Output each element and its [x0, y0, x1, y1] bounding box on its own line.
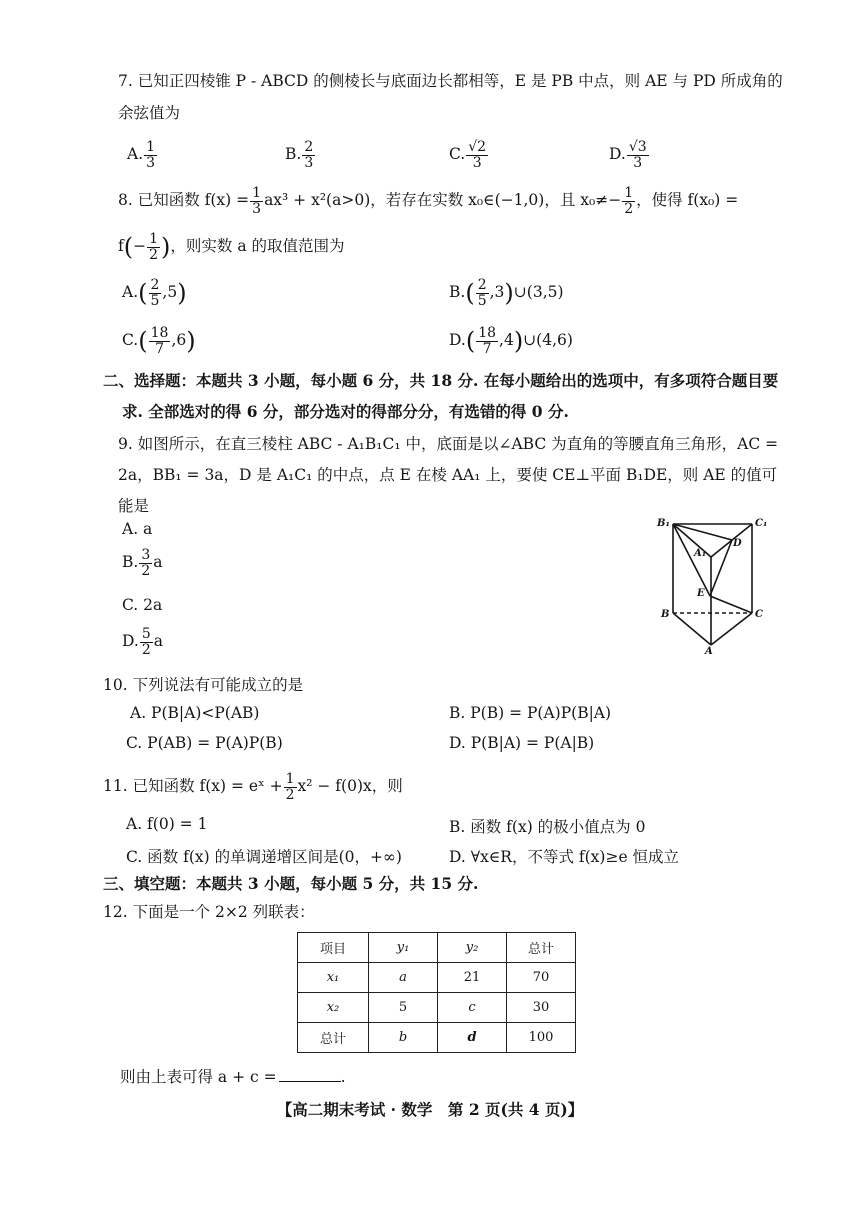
table-cell: 5 — [369, 993, 438, 1023]
table-cell: 100 — [507, 1023, 576, 1053]
q9-option-d: D. $\frac{5}{2}$ a — [122, 626, 163, 658]
q8-option-d: D.( $\frac{18}{7}$ ,4)∪(4,6) — [449, 325, 573, 357]
table-row — [298, 993, 576, 1023]
section2-heading-line1: 二、选择题：本题共 3 小题，每小题 6 分，共 18 分. 在每小题给出的选项中，有多项符合题目要 — [103, 371, 779, 390]
table-cell: 21 — [438, 963, 507, 993]
q9-stem-line2: 2a，BB₁ = 3a，D 是 A₁C₁ 的中点，点 E 在棱 AA₁ 上，要使 CE⊥平面 B₁DE，则 AE 的值可 — [118, 466, 778, 484]
table-cell: x₁ — [298, 963, 369, 993]
table-cell: d — [438, 1023, 507, 1053]
q7-option-b: B. $\frac{2}{3}$ — [285, 139, 314, 171]
q7-option-c: C. $\frac{√2}{3}$ — [449, 139, 487, 171]
table-cell: c — [438, 993, 507, 1023]
figure-label-e: E — [697, 588, 705, 599]
table-cell: b — [369, 1023, 438, 1053]
q9-stem-line1: 9. 如图所示，在直三棱柱 ABC - A₁B₁C₁ 中，底面是以∠ABC 为直角的等腰直角三角形，AC = — [118, 435, 779, 453]
figure-label-b1: B₁ — [657, 518, 670, 529]
table-cell: 总计 — [298, 1023, 369, 1053]
q7-stem-line2: 余弦值为 — [118, 104, 181, 122]
section3-heading: 三、填空题：本题共 3 小题，每小题 5 分，共 15 分. — [103, 874, 479, 893]
q10-option-d: D. P(B|A) = P(A|B) — [449, 734, 595, 752]
figure-label-c1: C₁ — [755, 518, 768, 529]
table-cell: 70 — [507, 963, 576, 993]
q7-option-a: A. $\frac{1}{3}$ — [127, 139, 156, 171]
table-cell: 30 — [507, 993, 576, 1023]
q10-option-b: B. P(B) = P(A)P(B|A) — [449, 704, 612, 722]
answer-blank[interactable] — [279, 1067, 341, 1082]
section2-heading-line2: 求. 全部选对的得 6 分，部分选对的得部分分，有选错的得 0 分. — [122, 402, 569, 421]
table-header-cell: 总计 — [507, 933, 576, 963]
q9-option-b: B. $\frac{3}{2}$ a — [122, 547, 163, 579]
figure-label-d: D — [733, 538, 742, 549]
table-cell: a — [369, 963, 438, 993]
figure-label-c: C — [755, 609, 763, 620]
q8-stem-line2: f(− $\frac{1}{2}$ )，则实数 a 的取值范围为 — [118, 231, 345, 263]
table-row — [298, 963, 576, 993]
figure-label-a: A — [705, 646, 713, 654]
q8-option-c: C.( $\frac{18}{7}$ ,6) — [122, 325, 196, 357]
table-row — [298, 1023, 576, 1053]
q10-stem: 10. 下列说法有可能成立的是 — [103, 676, 304, 694]
table-cell: x₂ — [298, 993, 369, 1023]
q11-stem: 11. 已知函数 f(x) = eˣ + $\frac{1}{2}$ x² − f(0)x，则 — [103, 771, 403, 803]
q8-option-b: B.( $\frac{2}{5}$ ,3)∪(3,5) — [449, 277, 564, 309]
prism-figure — [655, 512, 775, 654]
q11-option-c: C. 函数 f(x) 的单调递增区间是(0，+∞) — [126, 848, 402, 866]
q11-option-a: A. f(0) = 1 — [126, 815, 208, 833]
q7-stem-line1: 7. 已知正四棱锥 P - ABCD 的侧棱长与底面边长都相等，E 是 PB 中点，则 AE 与 PD 所成角的 — [118, 72, 783, 90]
q11-option-b: B. 函数 f(x) 的极小值点为 0 — [449, 818, 646, 836]
q10-option-a: A. P(B|A)<P(AB) — [130, 704, 260, 722]
table-header-cell: y₁ — [369, 933, 438, 963]
q8-option-a: A.( $\frac{2}{5}$ ,5) — [122, 277, 187, 309]
table-header-cell: y₂ — [438, 933, 507, 963]
figure-label-a1: A₁ — [694, 548, 707, 559]
q9-stem-line3: 能是 — [118, 497, 150, 515]
figure-label-b: B — [661, 609, 670, 620]
q9-option-a: A. a — [122, 520, 153, 538]
q7-option-d: D. $\frac{√3}{3}$ — [609, 139, 647, 171]
table-header-cell: 项目 — [298, 933, 369, 963]
q12-conclusion: 则由上表可得 a + c = . — [120, 1068, 346, 1086]
q10-option-c: C. P(AB) = P(A)P(B) — [126, 734, 283, 752]
q8-stem-line1: 8. 已知函数 f(x) = $\frac{1}{3}$ ax³ + x²(a>0)，若存在实数 x₀∈(−1,0)，且 x₀≠− $\frac{1}{2}$ ，使得 f(x₀) = — [118, 185, 739, 217]
q9-option-c: C. 2a — [122, 596, 163, 614]
page-footer: 【高二期末考试 · 数学 第 2 页(共 4 页)】 — [276, 1100, 584, 1119]
table-header-row — [298, 933, 576, 963]
q12-stem: 12. 下面是一个 2×2 列联表： — [103, 903, 315, 921]
q11-option-d: D. ∀x∈R，不等式 f(x)≥e 恒成立 — [449, 848, 680, 866]
contingency-table — [297, 932, 576, 1053]
